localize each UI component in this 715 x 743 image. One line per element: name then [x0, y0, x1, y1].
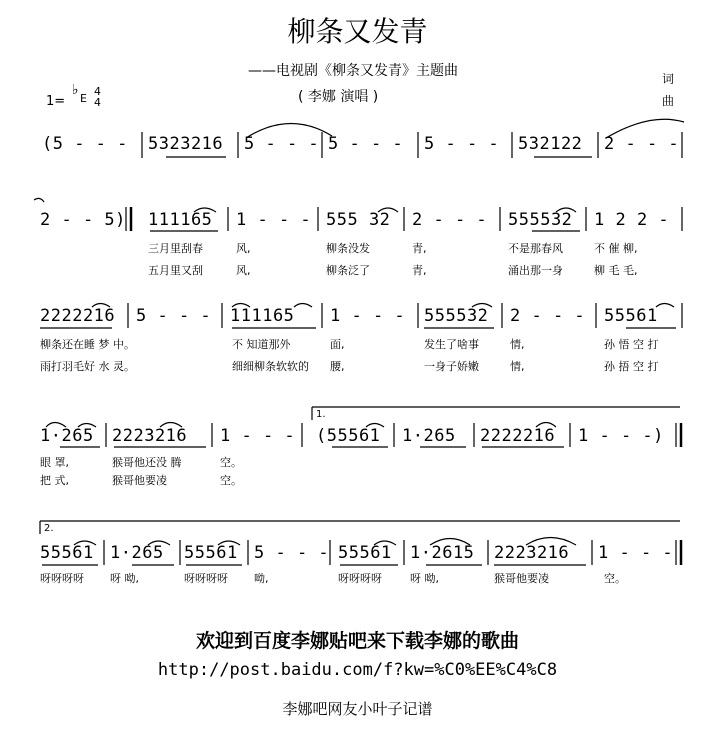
row4-measure7: 1 - - -)	[578, 426, 664, 446]
row2-lyric2-m5: 青,	[412, 264, 427, 277]
row4-lyric1-m3: 空。	[220, 456, 242, 469]
row3-lyric1-m1: 柳条还在睡 梦 中。	[40, 338, 135, 351]
row3-lyric1-m4: 面,	[330, 338, 345, 351]
row2-lyric1-m6: 不是那春风	[508, 242, 563, 255]
key-signature: 1=	[46, 94, 66, 109]
row3-measure5: 555532	[424, 306, 489, 326]
row2-measure4: 555 32	[326, 210, 391, 230]
row3-lyric1-m6: 情,	[510, 338, 525, 351]
row3-lyric2-m7: 孙 捂 空 打	[604, 360, 659, 373]
row5-measure3: 55561	[184, 543, 238, 563]
row3-lyric1-m7: 孙 悟 空 打	[604, 338, 659, 351]
row4-measure3: 1 - - -	[220, 426, 296, 446]
row5-lyric-m8: 空。	[604, 572, 626, 585]
row2-lyric2-m2: 五月里又刮	[148, 264, 203, 277]
song-title: 柳条又发青	[287, 15, 428, 48]
row5-lyric-m6: 呀 呦,	[410, 572, 439, 585]
row2-measure3: 1 - - -	[236, 210, 312, 230]
row5-measure4: 5 - - -	[254, 543, 330, 563]
row5-measure1: 55561	[40, 543, 94, 563]
row5-lyric-m2: 呀 呦,	[110, 572, 139, 585]
row1-measure4: 5 - - -	[328, 134, 404, 154]
row5-measure6: 1·2615	[410, 543, 475, 563]
time-signature-bottom: 4	[94, 96, 101, 109]
row5-measure2: 1·265	[110, 543, 164, 563]
row4-measure2: 2223216	[112, 426, 188, 446]
row5-lyric-m7: 猴哥他要凌	[494, 572, 549, 585]
welcome-banner: 欢迎到百度李娜贴吧来下载李娜的歌曲	[195, 630, 519, 652]
row2-lyric1-m7: 不 催 柳,	[594, 242, 638, 255]
row1-measure6: 532122	[518, 134, 583, 154]
row3-measure6: 2 - - -	[510, 306, 586, 326]
row2-measure7: 1 2 2 -	[594, 210, 670, 230]
row3-measure2: 5 - - -	[136, 306, 212, 326]
flat-sign: ♭	[72, 82, 79, 98]
row1-measure7: 2 - - -	[604, 134, 680, 154]
row3-lyric2-m5: 一身子娇嫩	[424, 360, 479, 373]
row5-lyric-m1: 呀呀呀呀	[40, 572, 84, 585]
row4-lyric1-m2: 猴哥他还没 腾	[112, 456, 182, 469]
row3-lyric2-m6: 情,	[510, 360, 525, 373]
row5-measure8: 1 - - -	[598, 543, 674, 563]
lyricist-label: 词	[662, 72, 675, 86]
row4-measure4: (55561	[316, 426, 381, 446]
song-subtitle: ——电视剧《柳条又发青》主题曲	[248, 63, 458, 79]
transcriber-credit: 李娜吧网友小叶子记谱	[282, 700, 433, 718]
row5-measure5: 55561	[338, 543, 392, 563]
row2-lyric2-m6: 涌出那一身	[508, 264, 563, 277]
row2-lyric1-m3: 风,	[236, 242, 251, 255]
row5-lyric-m3: 呀呀呀呀	[184, 572, 228, 585]
row2-lyric2-m3: 风,	[236, 264, 251, 277]
row2-measure6: 555532	[508, 210, 573, 230]
singer-credit: ( 李娜 演唱 )	[298, 89, 379, 105]
row1-measure5: 5 - - -	[424, 134, 500, 154]
volta-2: 2.	[44, 523, 54, 534]
row3-lyric1-m5: 发生了啥事	[424, 338, 479, 351]
row4-lyric2-m2: 猴哥他要凌	[112, 474, 167, 487]
row5-measure7: 2223216	[494, 543, 570, 563]
row3-measure3: 111165	[230, 306, 295, 326]
row1-measure2: 5323216	[148, 134, 224, 154]
row2-lyric1-m2: 三月里刮春	[148, 242, 203, 255]
tieba-link[interactable]: http://post.baidu.com/f?kw=%C0%EE%C4%C8	[157, 660, 558, 680]
row2-lyric2-m4: 柳条泛了	[326, 264, 370, 277]
row3-measure4: 1 - - -	[330, 306, 406, 326]
row3-measure7: 55561	[604, 306, 658, 326]
row3-lyric2-m3: 细细柳条软软的	[232, 360, 309, 373]
volta-1: 1.	[316, 409, 326, 420]
row2-lyric2-m7: 柳 毛 毛,	[594, 264, 638, 277]
row2-measure2: 111165	[148, 210, 213, 230]
row4-measure5: 1·265	[402, 426, 456, 446]
row1-measure3: 5 - - -	[244, 134, 320, 154]
row2-measure1: 2 - - 5)	[40, 210, 126, 230]
row3-measure1: 2222216	[40, 306, 116, 326]
row4-lyric2-m1: 把 式,	[40, 474, 69, 487]
row1-measure1: (5 - - -	[42, 134, 128, 154]
row5-lyric-m4: 呦,	[254, 572, 269, 585]
row4-measure1: 1·265	[40, 426, 94, 446]
row3-lyric2-m1: 雨打羽毛好 水 灵。	[40, 360, 135, 373]
composer-label: 曲	[662, 94, 675, 108]
key-note: E	[80, 92, 87, 105]
row2-lyric1-m4: 柳条没发	[326, 242, 370, 255]
row3-lyric2-m4: 腰,	[330, 360, 345, 373]
row3-lyric1-m3: 不 知道那外	[232, 338, 291, 351]
row4-lyric1-m1: 眼 罩,	[40, 456, 69, 469]
time-signature-top: 4	[94, 85, 101, 98]
row2-measure5: 2 - - -	[412, 210, 488, 230]
row5-lyric-m5: 呀呀呀呀	[338, 572, 382, 585]
row2-lyric1-m5: 青,	[412, 242, 427, 255]
row4-lyric2-m3: 空。	[220, 474, 242, 487]
row4-measure6: 2222216	[480, 426, 556, 446]
